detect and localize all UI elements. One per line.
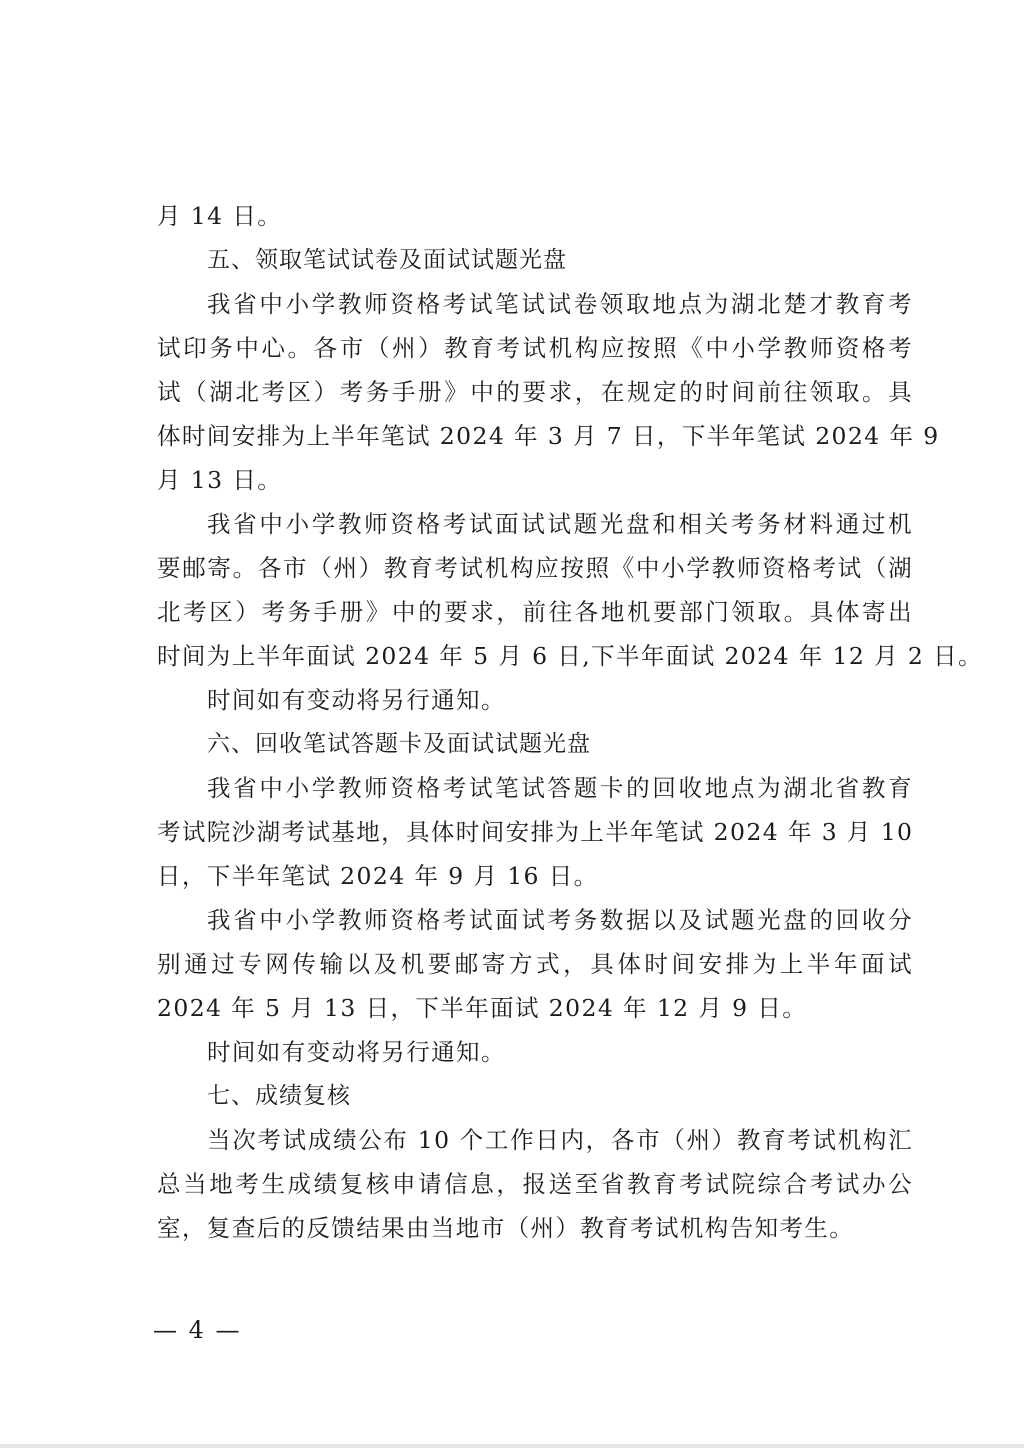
paragraph-line: 考试院沙湖考试基地，具体时间安排为上半年笔试 2024 年 3 月 10 [157,818,914,846]
paragraph-line: 要邮寄。各市（州）教育考试机构应按照《中小学教师资格考试（湖 [157,554,913,582]
section-heading-6: 六、回收笔试答题卡及面试试题光盘 [207,731,591,757]
section-heading-5: 五、领取笔试试卷及面试试题光盘 [207,247,567,273]
paragraph-line: 2024 年 5 月 13 日，下半年面试 2024 年 12 月 9 日。 [157,994,808,1022]
paragraph-line: 日，下半年笔试 2024 年 9 月 16 日。 [157,862,599,890]
paragraph-line: 室，复查后的反馈结果由当地市（州）教育考试机构告知考生。 [157,1214,855,1242]
paragraph-line: 当次考试成绩公布 10 个工作日内，各市（州）教育考试机构汇 [207,1126,913,1154]
paragraph-line: 我省中小学教师资格考试面试试题光盘和相关考务材料通过机 [207,510,913,538]
section-heading-7: 七、成绩复核 [207,1083,351,1109]
paragraph-line: 总当地考生成绩复核申请信息，报送至省教育考试院综合考试办公 [157,1170,913,1198]
paragraph-line: 我省中小学教师资格考试面试考务数据以及试题光盘的回收分 [207,906,913,934]
paragraph-line: 时间如有变动将另行通知。 [207,1038,506,1066]
paragraph-line: 我省中小学教师资格考试笔试答题卡的回收地点为湖北省教育 [207,774,913,802]
paragraph-line: 试（湖北考区）考务手册》中的要求，在规定的时间前往领取。具 [157,378,913,406]
paragraph-line: 时间如有变动将另行通知。 [207,686,506,714]
page-number: — 4 — [153,1316,242,1344]
paragraph-line: 体时间安排为上半年笔试 2024 年 3 月 7 日，下半年笔试 2024 年 9 [157,422,940,450]
paragraph-line: 月 13 日。 [157,466,283,494]
paragraph-line: 月 14 日。 [157,202,283,230]
paragraph-line: 别通过专网传输以及机要邮寄方式，具体时间安排为上半年面试 [157,950,913,978]
paragraph-line: 试印务中心。各市（州）教育考试机构应按照《中小学教师资格考 [157,334,913,362]
scan-bottom-edge [0,1444,1024,1448]
paragraph-line: 我省中小学教师资格考试笔试试卷领取地点为湖北楚才教育考 [207,290,913,318]
paragraph-line: 北考区）考务手册》中的要求，前往各地机要部门领取。具体寄出 [157,598,913,626]
document-body [157,194,983,1250]
paragraph-line: 时间为上半年面试 2024 年 5 月 6 日,下半年面试 2024 年 12 月 2 日。 [157,642,983,670]
